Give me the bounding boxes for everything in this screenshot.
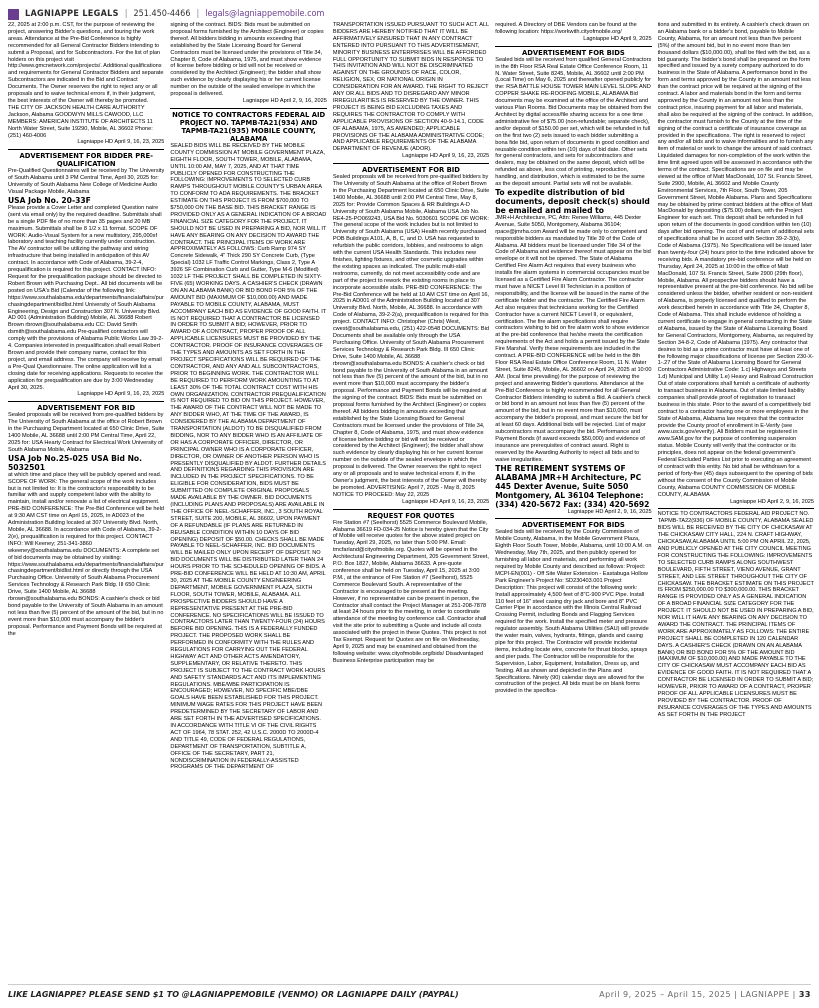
ad-divider: [333, 163, 489, 164]
ad-bold-notice: USA Job No.25-025 USA Bid No. 5032501: [8, 453, 143, 472]
ad-publication-line: Lagniappe HD April 9, 16, 23, 2025: [402, 153, 490, 160]
ad-body-text: tions and submitted in its entirety. A cashier's check drawn on an Alabama bank or a bidder's bond, payable to Mobile County, Alabama, for an amount not less than five percent (5%) of the amount bid, but in no event more than ten thousand dollars ($10,000.00), shall be filed with the bid, as a bid guaranty. The bidder's bond shall be prepared on the form specified and issued by a surety company authorized to do business in the State of Alabama. A performance bond in the form and terms approved by the County in an amount not less than the contract price will be required at the signing of the contract. A labor and materials bond in the form and terms approved by the County in an amount not less than the contract price, insuring payment for all labor and materials, shall also be required at the signing of the contract. In addition, the contractor must furnish to the County at the time of the signing of the contract a certificate of insurance coverage as provided in the specifications. The right is reserved to reject any and/or all bids and to waive informalities and to furnish any item of material or work to change the amount of said contract. Liquidated damages for non-completion of the work within the time limit agreed upon will be assessed in accordance with the terms of the contract. Specifications are on file and may be viewed at the office of Matt MacDonald, 107 St. Francis Street, Suite 2900, Mobile, AL 36602 and Mobile County Environmental Services, 7th Floor, South Tower, 205 Government Street, Mobile Alabama. Plans and Specifications may be obtained by prime contract bidders at the office of Matt MacDonald by depositing ($75.00) dollars, with the Project Engineer for each set. This deposit shall be refunded in full upon return of the documents in good condition within ten (10) days after bid opening. The cost of and return of additional sets of specifications shall be in accord with Section 39-2-3(b), Code of Alabama (1975). No Specifications will be issued later than twenty-four (24) hours prior to the time indicated above for receiving bids. A mandatory pre-bid conference will be held on Thursday, April 24, 2025 at 10:00 in the office of Matt MacDonald, 107 St. Francis Street, Suite 2900 (29th floor), Mobile, Alabama. All prospective bidders should have a representative present at the pre-bid conference. No bid will be considered unless the bidder, whether resident or non-resident of Alabama, is properly licensed and qualified to perform the work described herein in accordance with Title 34, Chapter 8, Code of Alabama. This shall include evidence of holding a current certificate to engage in general contracting in the State of Alabama, issued by the State of Alabama Licensing Board for General Contractors, Montgomery, Alabama, as required by Section 34-8-2, Code of Alabama (1975). Any contractor that desires to bid as a prime contractor must have at least one of the following major classifications of license per Section 230-X-1-.27 of the State of Alabama Licensing Board for General Contractors Administrative Code: 1.c) Highways and Streets 1.d) Municipal and Utility 1.e) Heavy and Railroad Construction Out of state corporations shall furnish a certificate of authority to transact business in Alabama. Out of state limited liability companies shall provide proof of registration to transact business in this state. Prior to the award of a competitively bid contract to a contractor having one or more employees in the State of Alabama, Alabama law requires that the contractor provide the County proof of enrollment in E-Verify (see www.uscis.gov/everify). All Bidders must be registered in www.SAM.gov for the purpose of confirming suspension status. Mobile County will verify that the contractor or its principles, does not appear on the federal government's Federal Excluded Parties List prior to executing an agreement of contract with this entity. No bid shall be withdrawn for a period of forty-five (45) days subsequent to the opening of bids without the consent of the County Commission of Mobile County, Alabama COUNTY COMMISSION OF MOBILE COUNTY, ALABAMA: [657, 22, 815, 498]
ad-body-text: 22, 2025 at 2:00 p.m. CST, for the purpose of reviewing the project, answering Bidder's questions, and touring the work areas. Attendance at the Pre-Bid Conference is highly recommended for all General Contractor Bidders intending to submit a Proposal, and for Subcontractors. For the list of plan holders on this project visit http://www.gmcnetwork.com/projects/. Additional qualifications and requirements for General Contractor Bidders and separate Subcontractors are indicated in the Bid and Contract Documents. The Owner reserves the right to reject any or all proposals and to waive technical errors if, in their judgment, the best interests of the Owner will thereby be promoted.: [8, 22, 164, 104]
ad-heading: ADVERTISEMENT FOR BID: [37, 404, 136, 413]
section-square-icon: [8, 9, 19, 20]
ad-publication-line: Lagniappe HD April 9, 16, 23, 2025: [402, 498, 490, 505]
ad-heading: NOTICE TO CONTRACTORS FEDERAL AID PROJECT NO. TAPMB-TA21(934) AND TAPMB-TA21(935) MOBILE COUNTY, ALABAMA: [172, 110, 326, 143]
ad-divider: [495, 46, 651, 47]
footer-dates: April 9, 2025 – April 15, 2025: [599, 989, 732, 999]
legal-column: [333, 22, 489, 980]
ad-divider: [8, 401, 164, 402]
ad-publication-line: Lagniappe HD April 9, 16, 23, 2025: [77, 139, 165, 146]
ad-body-text: Sealed proposals will be received from pre-qualified bidders by The University of South Alabama at the office of Robert Brown in the Purchasing Department located at 650 Clinic Drive, Suite 1400 Mobile, AL 36688 until 2:00 PM Central Time, May 8, 2025 for: Provide Common Spaces & RR Buildings A-D University of South Alabama Mobile, Alabama USA Job No. RE4-25-PO069243, USA Bid No. 5030601 SCOPE OF WORK: The general scope of the work includes but is not limited to University of South Alabama (USA) Health recently purchased POB Buildings A101, A, B, C, and D. USA has requested to refurbish the public corridors, lobbies, and restrooms to align with the current USA Health Standards. This includes new finishes, lighting fixtures, and other cosmetic upgrades within the existing spaces as indicated. The public multi-stall restrooms, currently, do not meet accessibility code and are part of the project to rework the existing rooms in place to incorporate accessible stalls. PRE-BID CONFERENCE: The Pre-Bid Conference will be held at 10 AM CST time on April 16, 2025 in AD001 of the Administration Building located at 307 University Blvd. North, Mobile, AL 36688. In accordance with Code of Alabama, 39-2-2(a), prequalification is required for this project. CONTACT INFO: Christopher (Chris) West, cwest@southalabama.edu, (251) 422-0548 DOCUMENTS: Bid Documents shall be available only through the USA Purchasing Office. University of South Alabama Procurement Services Technology & Research Park Bldg. III 650 Clinic Drive, Suite 1400 Mobile, AL 36688 rbrown@southalabama.edu BONDS: A cashier's check or bid bond payable to the University of South Alabama in an amount not less than five (5) percent of the amount of the bid, but in no event more than $10,000 must accompany the bidder's proposal. Performance and Payment Bonds will be required at the signing of the contract. BIDS: Bids must be submitted on proposal forms furnished by the Architect (Engineer) or copies thereof. All bidders bidding in amounts exceeding that established by the State Licensing Board for General Contractors must be licensed under the provisions of Title 34, Chapter 8, Code of Alabama, 1975, and must show evidence of license before bidding or bid will not be received or considered by the Architect (Engineer); the bidder shall show such evidence by clearly displaying his or her current license number on the outside of the sealed envelope in which the proposal is delivered. The Owner reserves the right to reject any or all proposals and to waive technical errors if, in the Owner's judgment, the best interests of the Owner will thereby be promoted. ADVERTISING: April 7, 2025 - May 8, 2025 NOTICE TO PROCEED: May 22, 2025: [332, 174, 490, 498]
ad-bold-notice: USA Job No. 20-33F: [8, 195, 91, 205]
legal-column: [8, 22, 164, 980]
legal-column: [658, 22, 814, 980]
legal-column: [170, 22, 326, 980]
ad-body-text: SEALED BIDS WILL BE RECEIVED BY THE MOBILE COUNTY COMMISSION AT MOBILE GOVERNMENT PLAZA, EIGHTH FLOOR, SOUTH TOWER, MOBILE, ALABAMA, UNTIL 10:00 AM, MAY 7, 2025, AND AT THAT TIME PUBLICLY OPENED FOR CONSTRUCTING THE FOLLOWING: IMPROVEMENTS TO SELECTED CURB RAMPS THROUGHOUT MOBILE COUNTY'S URBAN AREA TO CONFORM TO ADA REQUIREMENTS. THE BRACKET ESTIMATE ON THIS PROJECT IS FROM $700,000 TO $750,000 ON THE BASE BID. THIS BRACKET RANGE IS PROVIDED ONLY AS A GENERAL INDICATION OF A BROAD FINANCIAL SIZE CATEGORY FOR THE PROJECT. IT SHOULD NOT BE USED IN PREPARING A BID, NOR WILL IT HAVE ANY BEARING ON ANY DECISION TO AWARD THE CONTRACT. THE PRINCIPAL ITEMS OF WORK ARE APPROXIMATELY AS FOLLOWS: Curb Ramp 974 SY Concrete Sidewalk, 4" Thick 290 SY Concrete Curb, (Type Special) 1032 LF Traffic Control Markings, Class 2, Type A 3926 SF Combination Curb and Gutter, Type M-6 (Modified) 1032 LF THE PROJECT SHALL BE COMPLETED IN SIXTY-FIVE (65) WORKING DAYS. A CASHIER'S CHECK (DRAWN ON AN ALABAMA BANK) OR BID BOND FOR 5% OF THE AMOUNT BID (MAXIMUM OF $10,000.00) AND MADE PAYABLE TO MOBILE COUNTY, ALABAMA, MUST ACCOMPANY EACH BID AS EVIDENCE OF GOOD FAITH. IT IS NOT REQUIRED THAT A CONTRACTOR BE LICENSED IN ORDER TO SUBMIT A BID; HOWEVER, PRIOR TO AWARD OF A CONTRACT, PROPER PROOF OF ALL APPLICABLE LICENSURES MUST BE PROVIDED BY THE CONTRACTOR. PROOF OF INSURANCE COVERAGES OF THE TYPES AND AMOUNTS AS SET FORTH IN THE PROJECT SPECIFICATIONS WILL BE REQUIRED OF THE CONTRACTOR, AND ANY AND ALL SUBCONTRACTORS, PRIOR TO BEGINNING WORK. THE CONTRACTOR WILL BE REQUIRED TO PERFORM WORK AMOUNTING TO AT LEAST 30% OF THE TOTAL CONTRACT COST WITH HIS OWN ORGANIZATION. CONTRACTOR PREQUALIFICATION IS NOT REQUIRED TO BID ON THIS PROJECT. HOWEVER, THE AWARD OF THE CONTRACT WILL NOT BE MADE TO ANY BIDDER WHO, AT THE TIME OF THE AWARD, IS CONSIDERED BY THE ALABAMA DEPARTMENT OF TRANSPORTATION (ALDOT) TO BE DISQUALIFIED FROM BIDDING, NOR TO ANY BIDDER WHO IS AN AFFILIATE OF OR HAS A CORPORATE OFFICER, DIRECTOR, OR PRINCIPAL OWNER WHO IS A CORPORATE OFFICER, DIRECTOR, OR OWNER OF ANOTHER PERSON WHO IS PRESENTLY DISQUALIFIED BY ALDOT. FURTHER DETAILS AND DEFINITIONS REGARDING THIS PROVISION ARE INCLUDED IN THE PROJECT SPECIFICATIONS. TO BE ELIGIBLE FOR CONSIDERATION, BIDS MUST BE SUBMITTED ON COMPLETE ORIGINAL PROPOSALS MADE AVAILABLE BY THE OWNER. BID DOCUMENTS (INCLUDING PLANS AND PROPOSALS) ARE AVAILABLE IN THE OFFICE OF NEEL-SCHAFFER, INC., 3 SOUTH ROYAL STREET, SUITE 200, MOBILE, AL 36602, UPON PAYMENT OF A REFUNDABLE (IF PLANS ARE RETURNED IN REUSABLE CONDITION WITHIN 10 DAYS OF BID OPENING) DEPOSIT OF $50.00. CHECKS SHALL BE MADE PAYABLE TO NEEL-SCHAFFER, INC. BID DOCUMENTS WILL BE MAILED ONLY UPON RECEIPT OF DEPOSIT. NO BID DOCUMENTS WILL BE DISTRIBUTED LATER THAN 24 HOURS PRIOR TO THE SCHEDULED OPENING OF BIDS. A PRE-BID CONFERENCE WILL BE HELD AT 10:30 AM, APRIL 30, 2025 AT THE MOBILE COUNTY ENGINEERING DEPARTMENT, MOBILE GOVERNMENT PLAZA, SIXTH FLOOR, SOUTH TOWER, MOBILE, ALABAMA. ALL PROSPECTIVE BIDDERS SHOULD HAVE A REPRESENTATIVE PRESENT AT THE PRE-BID CONFERENCE. NO SPECIFICATIONS WILL BE ISSUED TO CONTRACTORS LATER THAN TWENTY-FOUR (24) HOURS BEFORE BID OPENING. THIS IS A FEDERALLY FUNDED PROJECT. THE PROPOSED WORK SHALL BE PERFORMED IN CONFORMITY WITH THE RULES AND REGULATIONS FOR CARRYING OUT THE FEDERAL HIGHWAY ACT AND OTHER ACTS AMENDATORY, SUPPLEMENTARY, OR RELATIVE THERETO. THIS PROJECT IS SUBJECT TO THE CONTRACT WORK HOURS AND SAFETY STANDARDS ACT AND ITS IMPLEMENTING REGULATIONS. MBE/WBE PARTICIPATION IS ENCOURAGED; HOWEVER, NO SPECIFIC MBE/DBE GOALS HAVE BEEN ESTABLISHED FOR THIS PROJECT. MINIMUM WAGE RATES FOR THIS PROJECT HAVE BEEN PREDETERMINED BY THE SECRETARY OF LABOR AND ARE SET FORTH IN THE ADVERTISED SPECIFICATIONS. IN ACCORDANCE WITH TITLE VI OF THE CIVIL RIGHTS ACT OF 1964, 78 STAT. 252, 42 U.S.C. 2000D TO 2000D-4 AND TITLE 49, CODE OF FEDERAL REGULATIONS, DEPARTMENT OF TRANSPORTATION, SUBTITLE A, OFFICE OF THE SECRETARY, PART 21, NONDISCRIMINATION IN FEDERALLY-ASSISTED PROGRAMS OF THE DEPARTMENT OF: [170, 142, 327, 771]
header-separator: |: [196, 9, 200, 19]
ad-divider: [495, 518, 651, 519]
footer-separator: |: [792, 989, 799, 999]
footer-issue-info: [599, 990, 811, 999]
ad-publication-line: Lagniappe HD April 2, 9, 16, 2025: [242, 97, 327, 104]
ad-body-text: TRANSPORTATION ISSUED PURSUANT TO SUCH ACT. ALL BIDDERS ARE HEREBY NOTIFIED THAT IT WILL BE AFFIRMATIVELY ENSURED THAT IN ANY CONTRACT ENTERED INTO PURSUANT TO THIS ADVERTISEMENT, MINORITY BUSINESS ENTERPRISES WILL BE AFFORDED FULL OPPORTUNITY TO SUBMIT BIDS IN RESPONSE TO THIS INVITATION AND WILL NOT BE DISCRIMINATED AGAINST ON THE GROUNDS OF RACE, COLOR, RELIGION, SEX, OR NATIONAL ORIGIN IN CONSIDERATION FOR AN AWARD. THE RIGHT TO REJECT ANY OR ALL BIDS AND TO DISREGARD ANY MINOR IRREGULARITIES IS RESERVED BY THE OWNER. THIS PROJECT IS BEING BID EXCLUDING TAXES AND REQUIRES THE CONTRACTOR TO COMPLY WITH APPLICABLE PROVISIONS OF SECTION 40-9-14.1, CODE OF ALABAMA, 1975, AS AMENDED; APPLICABLE PROVISIONS OF THE ALABAMA ADMINISTRATIVE CODE; AND APPLICABLE REQUIREMENTS OF THE ALABAMA DEPARTMENT OF REVENUE (ADOR).: [332, 22, 489, 153]
ad-heading: ADVERTISEMENT FOR BIDS: [522, 521, 625, 530]
legals-email-link[interactable]: legals@lagniappemobile.com: [205, 9, 325, 19]
ad-publication-line: Lagniappe HD April 2, 9, 16, 2025: [567, 508, 652, 515]
ad-body-text: signing of the contract. BIDS: Bids must be submitted on proposal forms furnished by the Architect (Engineer) or copies thereof. All bidders bidding in amounts exceeding that established by the State Licensing Board for General Contractors must be licensed under the provisions of Title 34, Chapter 8, Code of Alabama, 1975, and must show evidence of license before bidding or bid will not be received or considered by the Architect (Engineer); the bidder shall show such evidence by clearly displaying his or her current license number on the outside of the sealed envelope in which the proposal is delivered.: [170, 22, 324, 98]
legals-phone: 251.450-4466: [133, 9, 191, 19]
ad-divider: [658, 508, 814, 509]
ad-divider: [333, 509, 489, 510]
page-number: 33: [798, 989, 811, 999]
section-title: LAGNIAPPE LEGALS: [25, 9, 119, 19]
ad-body-text: NOTICE TO CONTRACTORS FEDERAL AID PROJECT NO. TAPMB-TA22(936) OF MOBILE COUNTY, ALABAMA SEALED BIDS WILL BE RECEIVED BY THE CITY OF CHICKASAW AT THE CHICKASAW CITY HALL, 224 N. CRAFT HIGHWAY, CHICKASAW,ALABAMA UNTIL 5:00 PM ON APRIL 22, 2025, AND PUBLICLY OPENED AT THE CITY COUNCIL MEETING FOR CONSTRUCTING THE FOLLOWING: IMPROVEMENTS TO SELECTED CURB RAMPS ALONG SOUTHWEST BOULEVARD, FIFTH STREET, VIENO AVENUE, GRANT STREET, AND LEE STREET THROUGHOUT THE CITY OF CHICKASAW. THE BRACKET ESTIMATE ON THIS PROJECT IS FROM $250,000.00 TO $300,000.00. THIS BRACKET RANGE IS PROVIDED ONLY AS A GENERAL INDICATION OF A BROAD FINANCIAL SIZE CATEGORY FOR THE PROJECT. IT SHOULD NOT BE USED IN PREPARING A BID, NOR WILL IT HAVE ANY BEARING ON ANY DECISION TO AWARD THE CONTRACT. THE PRINCIPAL ITEMS OF WORK ARE APPROXIMATELY AS FOLLOWS: THE ENTIRE PROJECT SHALL BE COMPLETED IN 120 CALENDAR DAYS. A CASHIER'S CHECK (DRAWN ON AN ALABAMA BANK) OR BID BOND FOR 5% OF THE AMOUNT BID (MAXIMUM OF $10,000.00) AND MADE PAYABLE TO THE CITY OF CHICKASAW MUST ACCOMPANY EACH BID AS EVIDENCE OF GOOD FAITH. IT IS NOT REQUIRED THAT A CONTRACTOR BE LICENSED IN ORDER TO SUBMIT A BID; HOWEVER, PRIOR TO AWARD OF A CONTRACT, PROPER PROOF OF ALL APPLICABLE LICENSURES MUST BE PROVIDED BY THE CONTRACTOR. PROOF OF INSURANCE COVERAGES OF THE TYPES AND AMOUNTS AS SET FORTH IN THE PROJECT: [657, 511, 814, 718]
ad-bold-notice: THE RETIREMENT SYSTEMS OF ALABAMA JMR+H Architecture, PC 445 Dexter Avenue, Suite 5050 Montgomery, AL 36104 Telephone: (334) 420-5672 Fax: (334) 420-5692: [495, 463, 650, 509]
ad-body-text: Please provide a Cover Letter and completed Question naire (sent via email only) by the required deadline. Submittals shall be a single PDF file of no more than 35 pages and 20 MB maximum. Submittals shall be 8 1/2 x 11 format. SCOPE OF WORK: Audio-Visual System for a new multistory, 295,000sf laboratory and teaching facility currently under construction. The AV contractor will be utilizing the pathway and wiring infrastructure that being installed in anticipation of this AV contract. In accordance with Code of Alabama, 39-2-4, prequalification is required for this project. CONTACT INFO: Request for the prequalification package should be directed to Robert Brown with Purchasing Dept.. All bid documents will be posted on USA's Bid (Calendar of the following link: https://www.southalabama.edu/departments/financialaffairs/purchasingdepartment/bidlist.html University of South Alabama Engineering, Design and Construction 307 N. University Blvd. AD 001 (Administration Building) Mobile, AL 36688 Robert Brown rbrown@southalabama.edu CC: David Smith dsmith@southalabama.edu Pre-qualified contractors will comply with the provisions of Alabama Public Works Law 39-2-4. Companies interested in prequalification shall email Robert Brown and provide their company name, contact for this project, and email address. The company will receive by email a Pre-Qual Questionnaire. The online application will list a closing date for receiving applications. Requests to receive the application for prequalification are due by 3:00 Wednesday April 30, 2025.: [8, 204, 164, 391]
ad-body-text: Sealed proposals will be received from pre-qualified bidders by The University of South Alabama at the office of Robert Brown in the Purchasing Department located at 650 Clinic Drive, Suite 1400 Mobile, AL 36688 until 2:00 PM Central Time, April 22, 2025 for: USA Hearty Contract for Electrical Work University of South Alabama Mobile, Alabama: [8, 412, 165, 453]
ad-body-text: Fire Station #7 (Seelhorst) 5525 Commerce Boulevard Mobile, Alabama 36619 FD-034-25 Notice is hereby given that the City of Mobile will receive quotes for the above stated project on Tuesday, April 29, 2025, no later than 5:00 PM. Email: tmcfarland@cityofmobile.org. Quotes will be opened in the Architectural Engineering Department, 205 Government Street, P.O. Box 1827, Mobile, Alabama 36633. A pre-quote conference shall be held on Tuesday, April 15, 2025 at 3:00 P.M., at the entrance of Fire Station #7 (Seelhorst), 5525 Commerce Boulevard South. A representative of the Contractor is encouraged to be present at the meeting. However, if no representative can be present in person, the Contractor shall contact the Project Manager at 251-208-7878 at least 24 hours prior to the meeting, in order to coordinate attendance of the meeting by conference call. Contractor shall visit the site prior to submitting a Quote and include all costs associated with the project in these Quotes. This project is not Tax Exempt. Request for Quotes are on file on Wednesday, April 9, 2025 and may be examined and obtained from the following website: www.cityofmobile.org/bids/ Disadvantaged Business Enterprise participation may be: [332, 519, 489, 664]
ad-body-text: Sealed bids will be received from qualified General Contractors in the 8th Floor RSA Real Estate Office Conference Room, 11 N. Water Street, Suite 8245, Mobile, AL 36602 until 2:00 PM (Local Time) on May 6, 2025 and thereafter opened publicly for the: RSA BATTLE HOUSE TOWER MAIN LEVEL SLOPE AND COPPER SHAKE RE-ROOFING MOBILE, ALABAMA Bid documents may be examined at the office of the Architect and various Plan Rooms. Bid Documents may be obtained from the Architect by digital access/file sharing access for a one time administrative fee of $75.00 (non-refundable; separate check), and/or deposit of $150.00 per set, which will be refunded in full on the first two (2) sets issued to each bidder submitting a bona fide bid, upon return of documents in good condition and reusable condition within ten (10) days of bid date. Other sets for general contractors, and sets for subcontractors and dealers, may be obtained on the same deposit, which will be refunded as above, less cost of printing, reproduction, handling, and distribution, which is estimated to be the same as the deposit amount. Partial sets will not be available.: [495, 56, 652, 188]
ad-divider: [170, 108, 326, 109]
ad-body-text: JMR+H Architecture, PC, Attn: Renee Williams, 445 Dexter Avenue, Suite 5050, Montgomery, Alabama 36104; rpace@jmrha.com Award will be made only to competent and responsible bidders as mandated by Title 39 of the Code of Alabama. All bidders must be licensed under Title 34 of the Code of Alabama and evidence thereof must appear on the bid envelope or it will not be opened. The State of Alabama Certified Fire Alarm Act requires that every business who installs fire alarm systems in commercial occupancies must be licensed as a Certified Fire Alarm Contractor. The contractor must have a NICET Level III Technician in a position of responsibility, and the license will be issued in the name of the certificate holder and the contractor. The Certified Fire Alarm Act also requires that technicians working for the Certified Contractor have a current NICET Level II, or equivalent, certification. The fire alarm specifications shall require contractors wishing to bid on fire alarm work to show evidence at the pre-bid conference that he/she meets the certification requirements of the Act and holds a permit issued by the State Fire Marshal. Verify these requirements are included in the contract. A PRE-BID CONFERENCE will be held in the 8th Floor RSA Real Estate Office Conference Room, 11 N. Water Street, Suite 8245, Mobile, AL 36602 on April 24, 2025 at 10:00 AM. (local time prevailing) for the purpose of reviewing the project and answering Bidder's questions. Attendance at the Pre-Bid Conference is highly recommended for all General Contractor Bidders intending to submit a Bid. A cashier's check or bid bond in an amount not less than five (5) percent of the amount of the bid, but in no event more than $10,000, must accompany the bidder's proposal, and must secure the bid for at least 60 days. Additional bids will be rejected. List of major subcontractors must accompany the bid. Performance and Payment Bonds (if award exceeds $50,000) and evidence of insurance are prerequisites of contract award. Right is reserved by the Awarding Authority to reject all bids and to waive irregularities.: [495, 214, 652, 463]
ad-heading: ADVERTISEMENT FOR BIDS: [522, 48, 625, 57]
ad-bold-notice: To expedite distribution of bid documents, deposit check(s) should be emailed and mailed to: [495, 187, 650, 215]
ad-publication-line: Lagniappe HD April 9, 16, 23, 2025: [77, 391, 165, 398]
ad-body-text: at which time and place they will be publicly opened and read. SCOPE OF WORK: The general scope of the work includes but is not limited to: It is the contractor's responsibility to be familiar with and supply competent labor with the ability to maintain, install and/or renovate a list of electrical equipment. PRE-BID CONFERENCE: The Pre-Bid Conference will be held at 9:30 AM CST time on April 15, 2025, in AD023 of the Administration Building located at 307 University Blvd. North, Mobile, AL 36688. In accordance with Code of Alabama, 39-2-2(e), prequalification is required for this project. CONTACT INFO: Will Keeney; 251-341-3860 wkeeney@southalabama.edu DOCUMENTS: A complete set of bid documents may be obtained by visiting: https://www.southalabama.edu/departments/financialaffairs/purchasingdepartment/bidlist.html or directly through the USA Purchasing Office. University of South Alabama Procurement Services Technology & Research Park Bldg. III 650 Clinic Drive, Suite 1400 Mobile, AL 36688 rbrown@southalabama.edu BONDS: A cashier's check or bid bond payable to the University of South Alabama in an amount not less than five (5) percent of the amount of the bid, but in no event more than $10,000 must accompany the bidder's proposal. Performance and Payment Bonds will be required at the: [8, 471, 164, 637]
ad-divider: [8, 149, 164, 150]
ad-heading: ADVERTISEMENT FOR BID: [362, 166, 460, 175]
footer-donation-text: LIKE LAGNIAPPE? PLEASE SEND $1 TO @LAGNIAPPEMOBILE (VENMO) OR LAGNIAPPE DAILY (PAYPAL): [8, 989, 459, 999]
header-separator: |: [124, 9, 128, 19]
ad-publication-line: Lagniappe HD April 9, 2025: [583, 35, 652, 42]
ad-body-text: required. A Directory of DBE Vendors can be found at the following location: https://workwith.cityofmobile.org/: [495, 22, 637, 35]
footer-separator: |: [734, 989, 741, 999]
legal-columns: [8, 22, 814, 980]
ad-body-text: Pre-Qualified Questionnaires will be received by The University of South Alabama until 3 PM Central Time, April 30, 2025 for: University of South Alabama New College of Medicine Audio Visual Package Mobile, Alabama: [8, 168, 165, 196]
section-header: [8, 6, 811, 22]
footer-publication: LAGNIAPPE: [740, 989, 790, 999]
ad-body-text: Sealed bids will be received by the County Commission of Mobile County, Alabama, in the Mobile Government Plaza, Eighth Floor South Tower, Mobile, Alabama, until 10:00 A.M. on Wednesday, May 7th, 2025, and then publicly opened for furnishing all labor and materials, and performing all work required by Mobile County and described as follows: Project: MCPI-EN(001) - Off Site Water Extension - Eastabuga Hollow Park Engineer's Project No: SD230403.001 Project Description: This project will consist of the following work: Install approximately 4,500 feet of 8"C-900 PVC Pipe. Install 110 feet of 16" steel casing dry jack and bore and 8" PVC Carrier Pipe in accordance with the Illinois Central Railroad Crossing Permit, including Bonds and Flagging Services required for the work. Install the specified meter and pressure regulator assembly. South Alabama Utilities (SAU) will provide the water main, valves, hydrants, fittings, glands and casing pipe for this project. The Contractor will provide incidental items, including locate wire, concrete for thrust blocks, sprays and pier pads. The Contractor will be responsible for the Supervision, Labor, Equipment, Installation, Dress up, and Testing. All as shown and depicted in the Plans and Specifications. Ninety (90) calendar days are allowed for the construction of the project. All bids must be on blank forms provided in the specifica-: [495, 529, 652, 695]
ad-heading: REQUEST FOR QUOTES: [367, 511, 455, 520]
ad-publication-line: Lagniappe HD April 2, 9, 16, 2025: [730, 498, 815, 505]
page-footer: [8, 984, 811, 1001]
legal-column: [495, 22, 651, 980]
ad-heading: ADVERTISEMENT FOR BIDDER PRE-QUALIFICATION: [19, 152, 153, 169]
ad-body-text: THE CITY OF JACKSON HEALTH CARE AUTHORITY Jackson, Alabama GOODWYN MILLS CAWOOD, LLC MEMBERS: AMERICAN INSTITUTE OF ARCHITECTS 11 North Water Street, Suite 19290, Mobile, AL 36602 Phone: (251) 460-4006: [8, 104, 153, 139]
